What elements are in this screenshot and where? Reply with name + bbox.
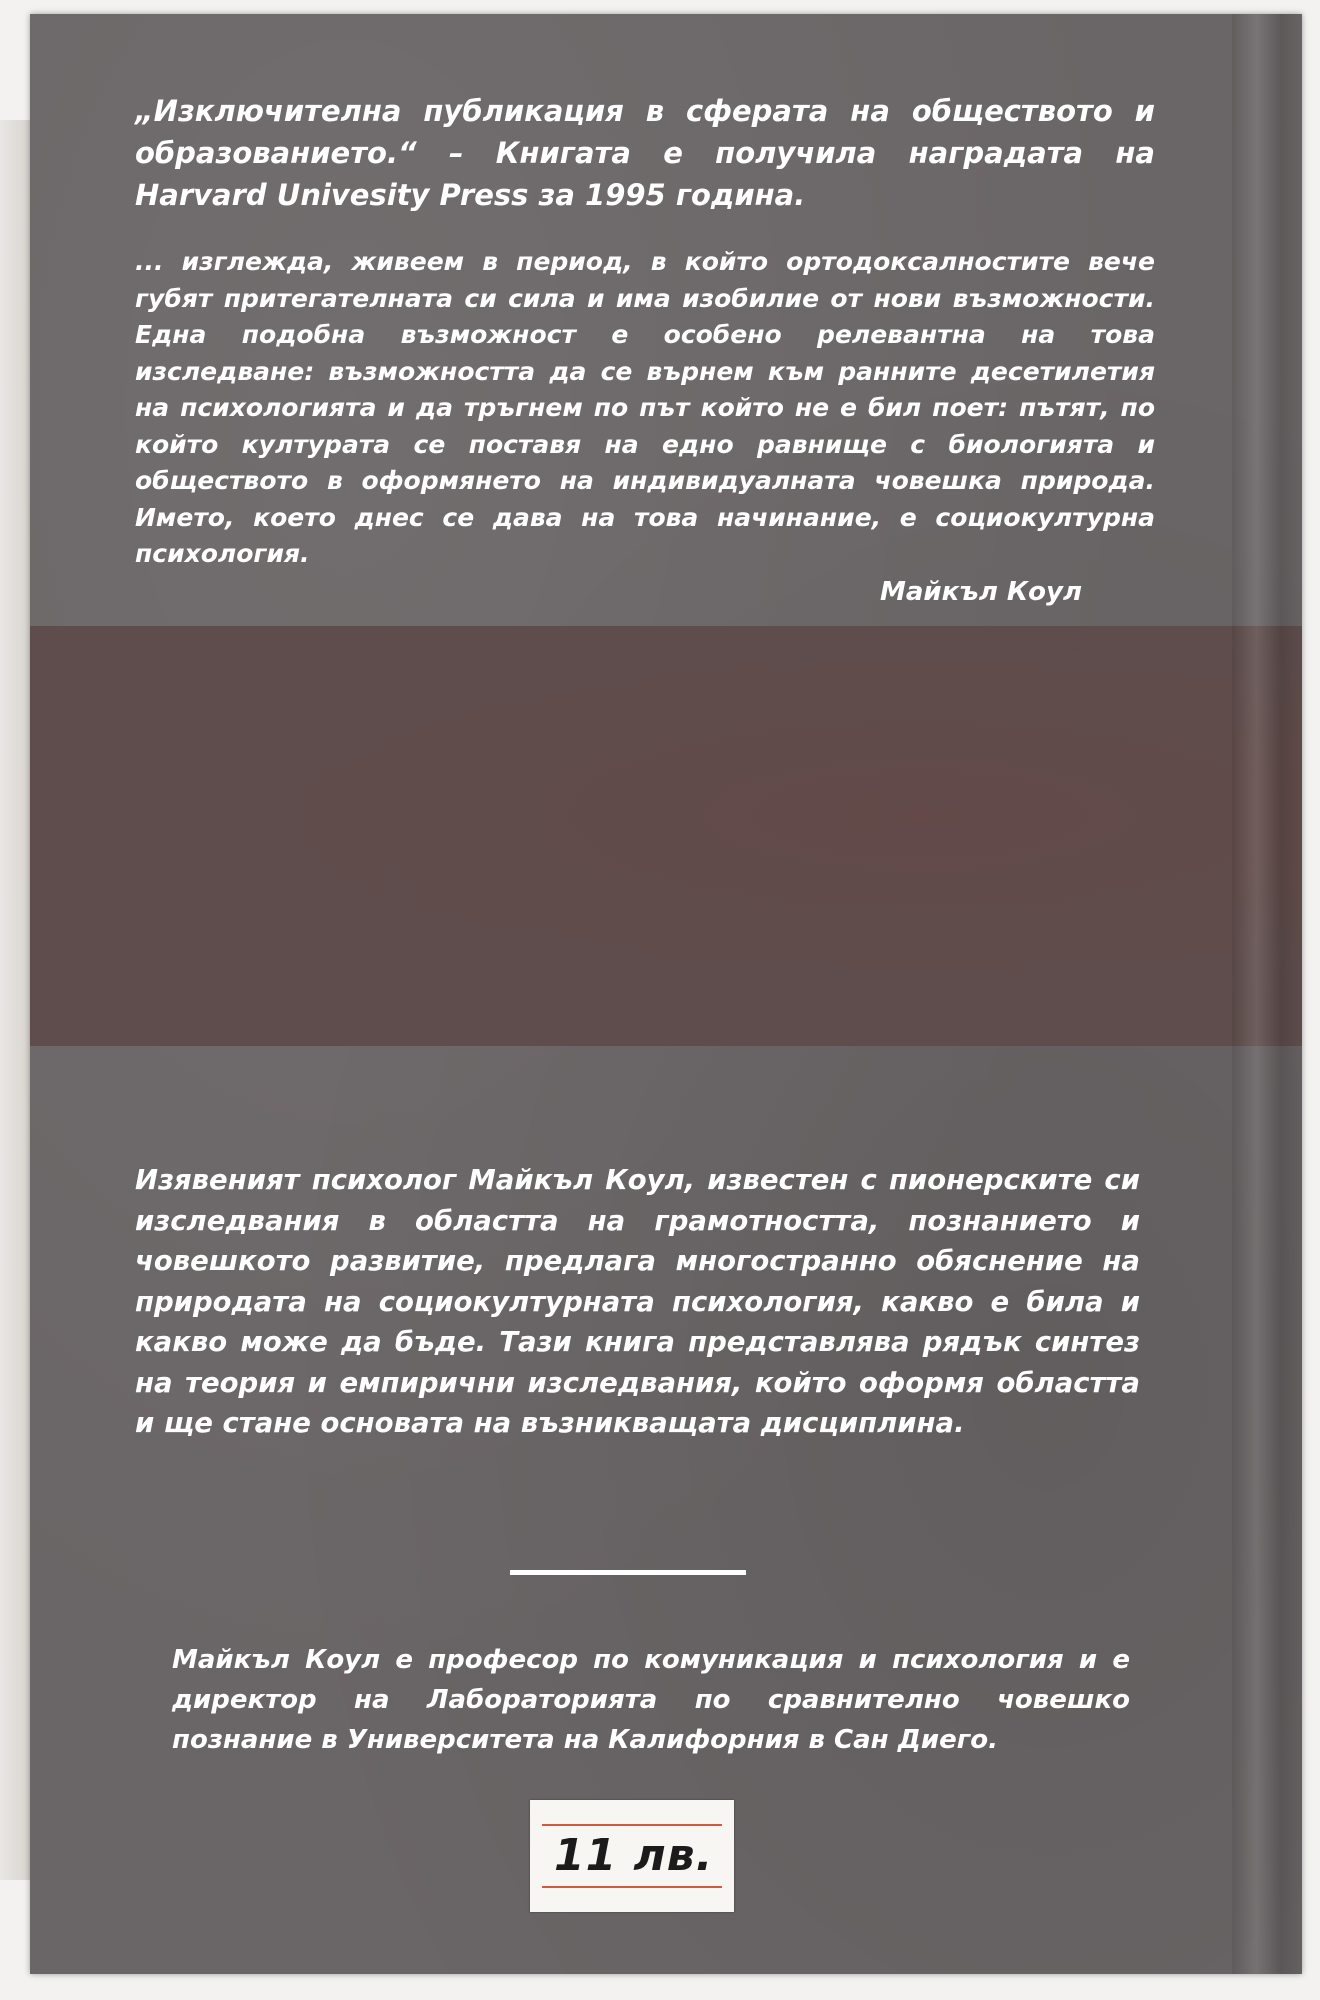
sticker-top-line: [542, 1824, 722, 1826]
spine-gloss: [1232, 14, 1302, 1974]
divider-line: [510, 1570, 746, 1575]
book-description: Изявеният психолог Майкъл Коул, известен с пионерските си изследвания в областта на грамотността, познанието и човешкото развитие, предлага многостранно обяснение на природата на социокултурната психология, какво е била и какво може да бъде. Тази книга представлява рядък синтез на теория и емпирични изследвания, който оформя областта и ще стане основата на възникващата дисциплина.: [135, 1164, 1140, 1439]
excerpt-author: Майкъл Коул: [880, 577, 1083, 607]
decorative-band: [30, 626, 1302, 1046]
author-bio: Майкъл Коул е професор по комуникация и психология и е директор на Лабораторията по сравнително човешко познание в Университета на Калифорния в Сан Диего.: [172, 1645, 1130, 1755]
award-quote: „Изключителна публикация в сферата на обществото и образованието.“ – Книгата е получила наградата на Harvard Univesity Press за 1995 година.: [135, 94, 1155, 212]
price-sticker: [530, 1800, 734, 1912]
page-block-edge: [0, 120, 30, 1880]
sticker-bottom-line: [542, 1886, 722, 1888]
author-excerpt: ... изглежда, живеем в период, в който ортодоксалностите вече губят притегателната си сила и има изобилие от нови възможности. Една подобна възможност е особено релевантна на това изследване: възможността да се върнем към ранните десетилетия на психологията и да тръгнем по път който не е бил поет: пътят, по който културата се поставя на едно равнище с биологията и обществото в оформянето на индивидуалната човешка природа. Името, което днес се дава на това начинание, е социокултурна психология.: [135, 247, 1155, 568]
price-label: 11 лв.: [554, 1830, 714, 1881]
